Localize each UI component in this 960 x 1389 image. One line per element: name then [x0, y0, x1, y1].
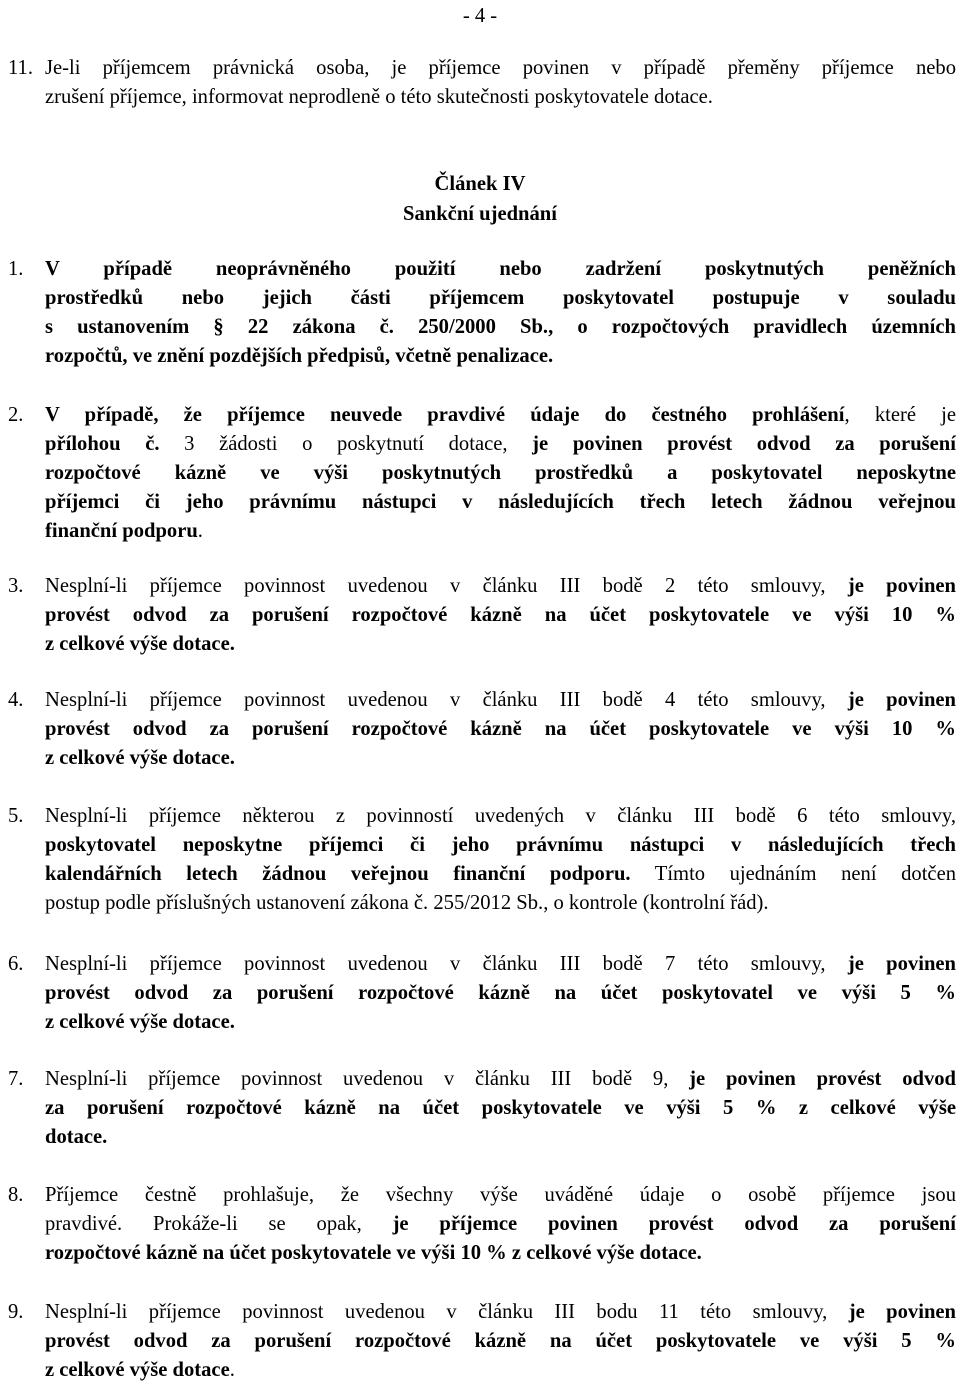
article-title: Článek IV — [434, 173, 526, 195]
page-number: - 4 - — [462, 5, 498, 27]
clause-number: 6. — [8, 953, 24, 975]
clause-number: 4. — [8, 689, 24, 711]
clause-number: 9. — [8, 1301, 24, 1323]
clause-11: 11. Je-li příjemcem právnická osoba, je příjemce povinen v případě přeměny příjemce nebo zrušení příjemce, informovat neprodleně o této skutečnosti poskytovatele dotace. — [8, 57, 956, 108]
clause-number: 3. — [8, 575, 24, 597]
clause-7: 7. Nesplní-li příjemce povinnost uvedenou v článku III bodě 9, je povinen provést odvod za porušení rozpočtové kázně na účet poskytovatele ve výši 5 % z celkové výše dotace. — [8, 1068, 956, 1148]
clause-number: 5. — [8, 805, 24, 827]
clause-2: 2. V případě, že příjemce neuvede pravdivé údaje do čestného prohlášení, které je přílohou č. 3 žádosti o poskytnutí dotace, je povinen provést odvod za porušení rozpočtové kázně ve výši poskytnutých prostředků a poskytovatel neposkytne příjemci či jeho právnímu nástupci v následujících třech letech žádnou veřejnou finanční podporu. — [8, 404, 957, 542]
clause-number: 11. — [8, 57, 33, 79]
clause-8: 8. Příjemce čestně prohlašuje, že všechny výše uváděné údaje o osobě příjemce jsou pravdivé. Prokáže-li se opak, je příjemce povinen provést odvod za porušení rozpočtové kázně na účet poskytovatele ve výši 10 % z celkové výše dotace. — [8, 1184, 956, 1264]
article-subtitle: Sankční ujednání — [403, 203, 557, 225]
clause-number: 8. — [8, 1184, 24, 1206]
clause-number: 2. — [8, 404, 24, 426]
clause-6: 6. Nesplní-li příjemce povinnost uvedenou v článku III bodě 7 této smlouvy, je povinen provést odvod za porušení rozpočtové kázně na účet poskytovatel ve výši 5 % z celkové výše dotace. — [8, 953, 957, 1033]
clause-9: 9. Nesplní-li příjemce povinnost uvedenou v článku III bodu 11 této smlouvy, je povinen provést odvod za porušení rozpočtové kázně na účet poskytovatele ve výši 5 % z celkové výše dotace. — [8, 1301, 956, 1381]
clause-number: 7. — [8, 1068, 24, 1090]
clause-3: 3. Nesplní-li příjemce povinnost uvedenou v článku III bodě 2 této smlouvy, je povinen provést odvod za porušení rozpočtové kázně na účet poskytovatele ve výši 10 % z celkové výše dotace. — [8, 575, 957, 655]
clause-number: 1. — [8, 258, 24, 280]
clause-1: 1. V případě neoprávněného použití nebo zadržení poskytnutých peněžních prostředků nebo jejich části příjemcem poskytovatel postupuje v souladu s ustanovením § 22 zákona č. 250/2000 Sb., o rozpočtových pravidlech územních rozpočtů, ve znění pozdějších předpisů, včetně penalizace. — [8, 258, 956, 367]
clause-5: 5. Nesplní-li příjemce některou z povinností uvedených v článku III bodě 6 této smlouvy, poskytovatel neposkytne příjemci či jeho právnímu nástupci v následujících třech kalendářních letech žádnou veřejnou finanční podporu. Tímto ujednáním není dotčen postup podle příslušných ustanovení zákona č. 255/2012 Sb., o kontrole (kontrolní řád). — [8, 805, 957, 914]
clause-4: 4. Nesplní-li příjemce povinnost uvedenou v článku III bodě 4 této smlouvy, je povinen provést odvod za porušení rozpočtové kázně na účet poskytovatele ve výši 10 % z celkové výše dotace. — [8, 689, 957, 769]
